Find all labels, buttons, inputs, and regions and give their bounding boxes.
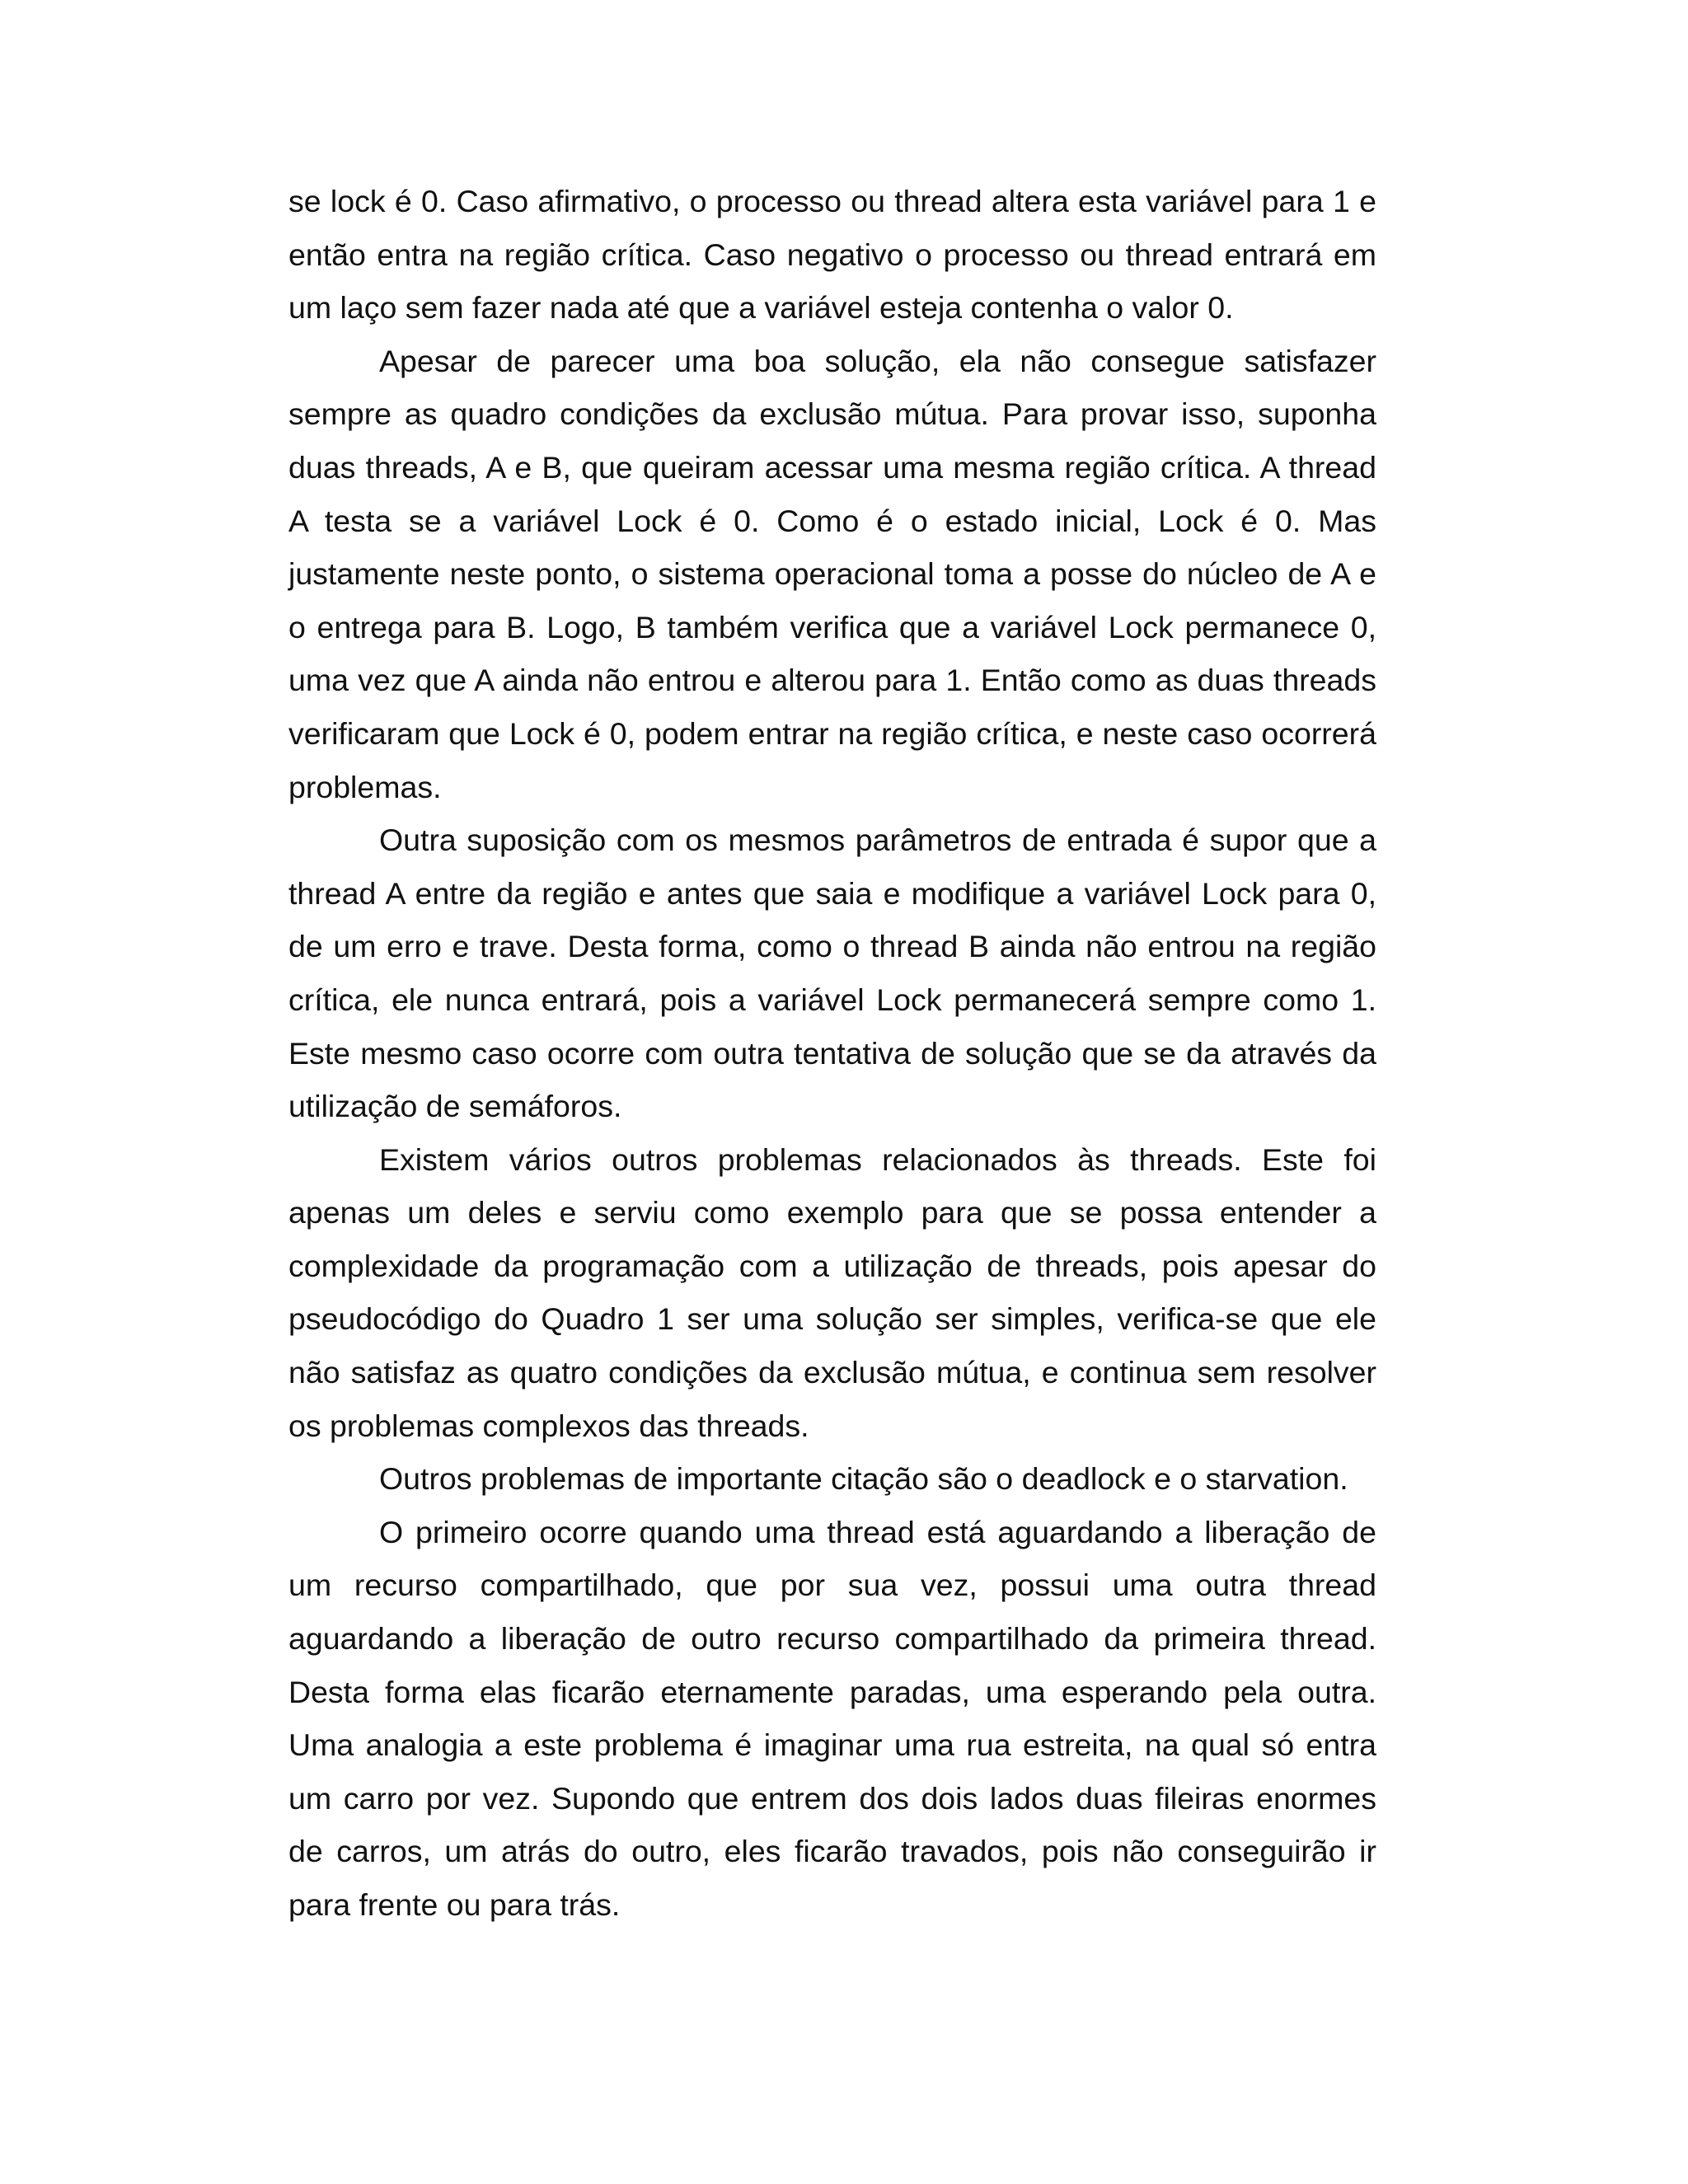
paragraph-6: O primeiro ocorre quando uma thread está aguardando a liberação de um recurso compartilhado, que por sua vez, possui uma outra thread aguardando a liberação de outro recurso compartilhado da primeira thread. Desta forma elas ficarão eternamente paradas, uma esperando pela outra. Uma analogia a este problema é imaginar uma rua estreita, na qual só entra um carro por vez. Supondo que entrem dos dois lados duas fileiras enormes de carros, um atrás do outro, eles ficarão travados, pois não conseguirão ir para frente ou para trás.: [288, 1514, 1376, 1922]
paragraph-2: Apesar de parecer uma boa solução, ela não consegue satisfazer sempre as quadro condições da exclusão mútua. Para provar isso, suponha duas threads, A e B, que queiram acessar uma mesma região crítica. A thread A testa se a variável Lock é 0. Como é o estado inicial, Lock é 0. Mas justamente neste ponto, o sistema operacional toma a posse do núcleo de A e o entrega para B. Logo, B também verifica que a variável Lock permanece 0, uma vez que A ainda não entrou e alterou para 1. Então como as duas threads verificaram que Lock é 0, podem entrar na região crítica, e neste caso ocorrerá problemas.: [288, 343, 1376, 804]
paragraph-1: se lock é 0. Caso afirmativo, o processo ou thread altera esta variável para 1 e então entra na região crítica. Caso negativo o processo ou thread entrará em um laço sem fazer nada até que a variável esteja contenha o valor 0.: [288, 184, 1376, 326]
paragraph-5: Outros problemas de importante citação são o deadlock e o starvation.: [379, 1461, 1348, 1497]
paragraph-4: Existem vários outros problemas relacionados às threads. Este foi apenas um deles e serviu como exemplo para que se possa entender a complexidade da programação com a utilização de threads, pois apesar do pseudocódigo do Quadro 1 ser uma solução ser simples, verifica-se que ele não satisfaz as quatro condições da exclusão mútua, e continua sem resolver os problemas complexos das threads.: [288, 1141, 1376, 1443]
paragraph-3: Outra suposição com os mesmos parâmetros de entrada é supor que a thread A entre da região e antes que saia e modifique a variável Lock para 0, de um erro e trave. Desta forma, como o thread B ainda não entrou na região crítica, ele nunca entrará, pois a variável Lock permanecerá sempre como 1. Este mesmo caso ocorre com outra tentativa de solução que se da através da utilização de semáforos.: [288, 823, 1376, 1124]
document-body: [288, 175, 1376, 1932]
